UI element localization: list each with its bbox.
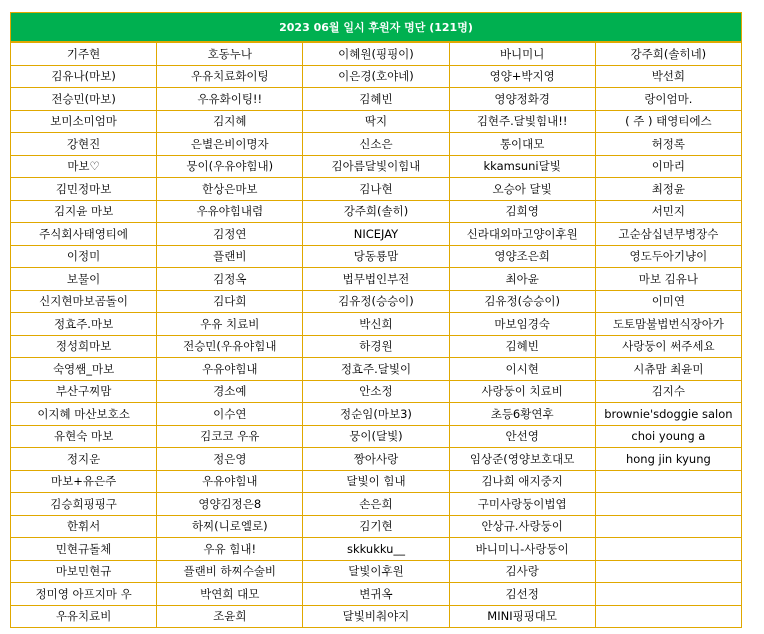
table-cell (595, 515, 741, 538)
table-row (11, 268, 742, 291)
table-cell: 정성희마보 (11, 335, 157, 358)
table-cell: skkukku__ (303, 538, 449, 561)
table-cell: 김유정(승승이) (303, 290, 449, 313)
table-cell: 영양정화경 (449, 88, 595, 111)
table-cell: 안소정 (303, 380, 449, 403)
donor-sheet (10, 12, 742, 628)
table-cell: 김혜빈 (449, 335, 595, 358)
table-cell (595, 470, 741, 493)
table-cell: 김지윤 마보 (11, 200, 157, 223)
table-cell: MINI핑핑대모 (449, 605, 595, 628)
table-row (11, 65, 742, 88)
table-cell: kkamsuni달빛 (449, 155, 595, 178)
table-cell: 마보 김유나 (595, 268, 741, 291)
table-cell: 시츄맘 최윤미 (595, 358, 741, 381)
table-cell: 유현숙 마보 (11, 425, 157, 448)
table-cell: 주식회사태영티에 (11, 223, 157, 246)
table-cell (595, 560, 741, 583)
table-row (11, 178, 742, 201)
table-row (11, 560, 742, 583)
table-cell: 마보민현규 (11, 560, 157, 583)
table-cell: 김유정(승승이) (449, 290, 595, 313)
table-cell: 정효주.마보 (11, 313, 157, 336)
table-cell: 서민지 (595, 200, 741, 223)
table-row (11, 200, 742, 223)
table-row (11, 110, 742, 133)
table-cell: 영양김정은8 (157, 493, 303, 516)
table-cell: 우유야힘내렴 (157, 200, 303, 223)
table-cell: 영양+박지영 (449, 65, 595, 88)
table-cell: 김유나(마보) (11, 65, 157, 88)
table-cell: 부산구찌맘 (11, 380, 157, 403)
table-cell: 우유치료화이팅 (157, 65, 303, 88)
table-cell (595, 538, 741, 561)
table-cell: 오승아 달빛 (449, 178, 595, 201)
table-row (11, 223, 742, 246)
table-cell: 이정미 (11, 245, 157, 268)
sheet-title: 2023 06월 일시 후원자 명단 (121명) (10, 12, 742, 42)
table-cell: 김다희 (157, 290, 303, 313)
table-cell: 기주현 (11, 43, 157, 66)
table-cell: 조윤희 (157, 605, 303, 628)
table-cell: 보미소미엄마 (11, 110, 157, 133)
table-cell: 박연희 대모 (157, 583, 303, 606)
table-cell: 뭉이(우유야힘내) (157, 155, 303, 178)
table-cell: 바니미니-사랑둥이 (449, 538, 595, 561)
table-row (11, 515, 742, 538)
table-cell: 김지수 (595, 380, 741, 403)
table-cell: 신라대외마고양이후원 (449, 223, 595, 246)
table-cell: 이미연 (595, 290, 741, 313)
table-cell: 플랜비 (157, 245, 303, 268)
table-cell: 김나희 애지중지 (449, 470, 595, 493)
table-cell: 마보임경숙 (449, 313, 595, 336)
table-cell: 우유야힘내 (157, 470, 303, 493)
table-cell: 달빛이 힘내 (303, 470, 449, 493)
table-cell: 구미사랑둥이법엽 (449, 493, 595, 516)
table-cell: 신소은 (303, 133, 449, 156)
table-row (11, 403, 742, 426)
donor-table-body (11, 43, 742, 628)
table-cell: 랑이엄마. (595, 88, 741, 111)
table-cell: 숙영쌤_마보 (11, 358, 157, 381)
table-cell: 정미영 아프지마 우 (11, 583, 157, 606)
table-cell: 민현규돌체 (11, 538, 157, 561)
table-cell: 김혜빈 (303, 88, 449, 111)
table-cell: 허정록 (595, 133, 741, 156)
table-cell: 이수연 (157, 403, 303, 426)
table-cell: 우유야힘내 (157, 358, 303, 381)
table-row (11, 245, 742, 268)
table-row (11, 425, 742, 448)
table-cell: 한상은마보 (157, 178, 303, 201)
table-cell: 박신희 (303, 313, 449, 336)
table-row (11, 88, 742, 111)
table-cell: 플랜비 하찌수술비 (157, 560, 303, 583)
table-cell: 우유 치료비 (157, 313, 303, 336)
table-cell: 김희영 (449, 200, 595, 223)
donor-table (10, 42, 742, 628)
table-row (11, 448, 742, 471)
table-cell: 사랑둥이 써주세요 (595, 335, 741, 358)
table-cell: 경소예 (157, 380, 303, 403)
table-cell: 이마리 (595, 155, 741, 178)
table-cell: 안상규.사랑둥이 (449, 515, 595, 538)
table-cell: 김민정마보 (11, 178, 157, 201)
table-cell: 영도두아기냥이 (595, 245, 741, 268)
table-cell: 마보♡ (11, 155, 157, 178)
table-cell: NICEJAY (303, 223, 449, 246)
table-cell: 김정연 (157, 223, 303, 246)
table-cell: 정순임(마보3) (303, 403, 449, 426)
table-cell (595, 583, 741, 606)
table-cell: 김현주.달빛힘내!! (449, 110, 595, 133)
table-cell: 최정윤 (595, 178, 741, 201)
table-cell: 변귀옥 (303, 583, 449, 606)
table-cell: 정지운 (11, 448, 157, 471)
table-cell: 김승희핑핑구 (11, 493, 157, 516)
table-cell: 강현진 (11, 133, 157, 156)
table-cell: 신지현마보곰돌이 (11, 290, 157, 313)
table-cell: 임상준(영양보호대모 (449, 448, 595, 471)
table-row (11, 155, 742, 178)
table-cell: 김정옥 (157, 268, 303, 291)
table-row (11, 538, 742, 561)
table-cell: 김코코 우유 (157, 425, 303, 448)
table-row (11, 358, 742, 381)
table-cell: 김나현 (303, 178, 449, 201)
table-row (11, 290, 742, 313)
table-cell: 강주희(솔히) (303, 200, 449, 223)
table-row (11, 335, 742, 358)
table-cell: 통이대모 (449, 133, 595, 156)
table-cell: 하경원 (303, 335, 449, 358)
table-cell: 우유치료비 (11, 605, 157, 628)
table-cell: 손은희 (303, 493, 449, 516)
table-cell: 보물이 (11, 268, 157, 291)
table-cell: 안선영 (449, 425, 595, 448)
table-cell: 호동누나 (157, 43, 303, 66)
table-cell: 김아름달빛이힘내 (303, 155, 449, 178)
table-row (11, 380, 742, 403)
table-cell: brownie'sdoggie salon (595, 403, 741, 426)
table-cell: 우유 힘내! (157, 538, 303, 561)
table-row (11, 605, 742, 628)
table-cell: 은별은비이명자 (157, 133, 303, 156)
table-cell: ( 주 ) 태영티에스 (595, 110, 741, 133)
table-cell: 전승민(마보) (11, 88, 157, 111)
table-cell: 달빛이후원 (303, 560, 449, 583)
table-cell: 김선정 (449, 583, 595, 606)
table-cell (595, 493, 741, 516)
table-cell: 짱아사랑 (303, 448, 449, 471)
table-cell (595, 605, 741, 628)
table-row (11, 43, 742, 66)
table-row (11, 583, 742, 606)
table-cell: 김사랑 (449, 560, 595, 583)
table-cell: 이혜원(핑핑이) (303, 43, 449, 66)
table-cell: 강주희(솔히네) (595, 43, 741, 66)
table-cell: 마보+유은주 (11, 470, 157, 493)
table-cell: 달빛비춰야지 (303, 605, 449, 628)
table-cell: 고순삼십년무병장수 (595, 223, 741, 246)
table-cell: 최아윤 (449, 268, 595, 291)
table-cell: 정은영 (157, 448, 303, 471)
table-cell: 바니미니 (449, 43, 595, 66)
table-cell: 하찌(니로엘로) (157, 515, 303, 538)
table-cell: 도토맘불법번식장아가 (595, 313, 741, 336)
table-cell: 전승민(우유야힘내 (157, 335, 303, 358)
table-row (11, 493, 742, 516)
table-cell: 뭉이(달빛) (303, 425, 449, 448)
table-cell: 영양조은희 (449, 245, 595, 268)
table-row (11, 133, 742, 156)
table-cell: 박선희 (595, 65, 741, 88)
table-row (11, 470, 742, 493)
table-cell: 초등6황연후 (449, 403, 595, 426)
table-cell: 사랑둥이 치료비 (449, 380, 595, 403)
table-cell: 한휘서 (11, 515, 157, 538)
table-cell: 딱지 (303, 110, 449, 133)
table-cell: choi young a (595, 425, 741, 448)
table-cell: 이지혜 마산보호소 (11, 403, 157, 426)
table-cell: 김기현 (303, 515, 449, 538)
table-cell: 정효주.달빛이 (303, 358, 449, 381)
table-cell: 법무법인부전 (303, 268, 449, 291)
table-cell: 당동룡맘 (303, 245, 449, 268)
table-cell: hong jin kyung (595, 448, 741, 471)
table-cell: 이시현 (449, 358, 595, 381)
table-cell: 김지혜 (157, 110, 303, 133)
table-cell: 이은경(호야네) (303, 65, 449, 88)
table-cell: 우유화이팅!! (157, 88, 303, 111)
table-row (11, 313, 742, 336)
